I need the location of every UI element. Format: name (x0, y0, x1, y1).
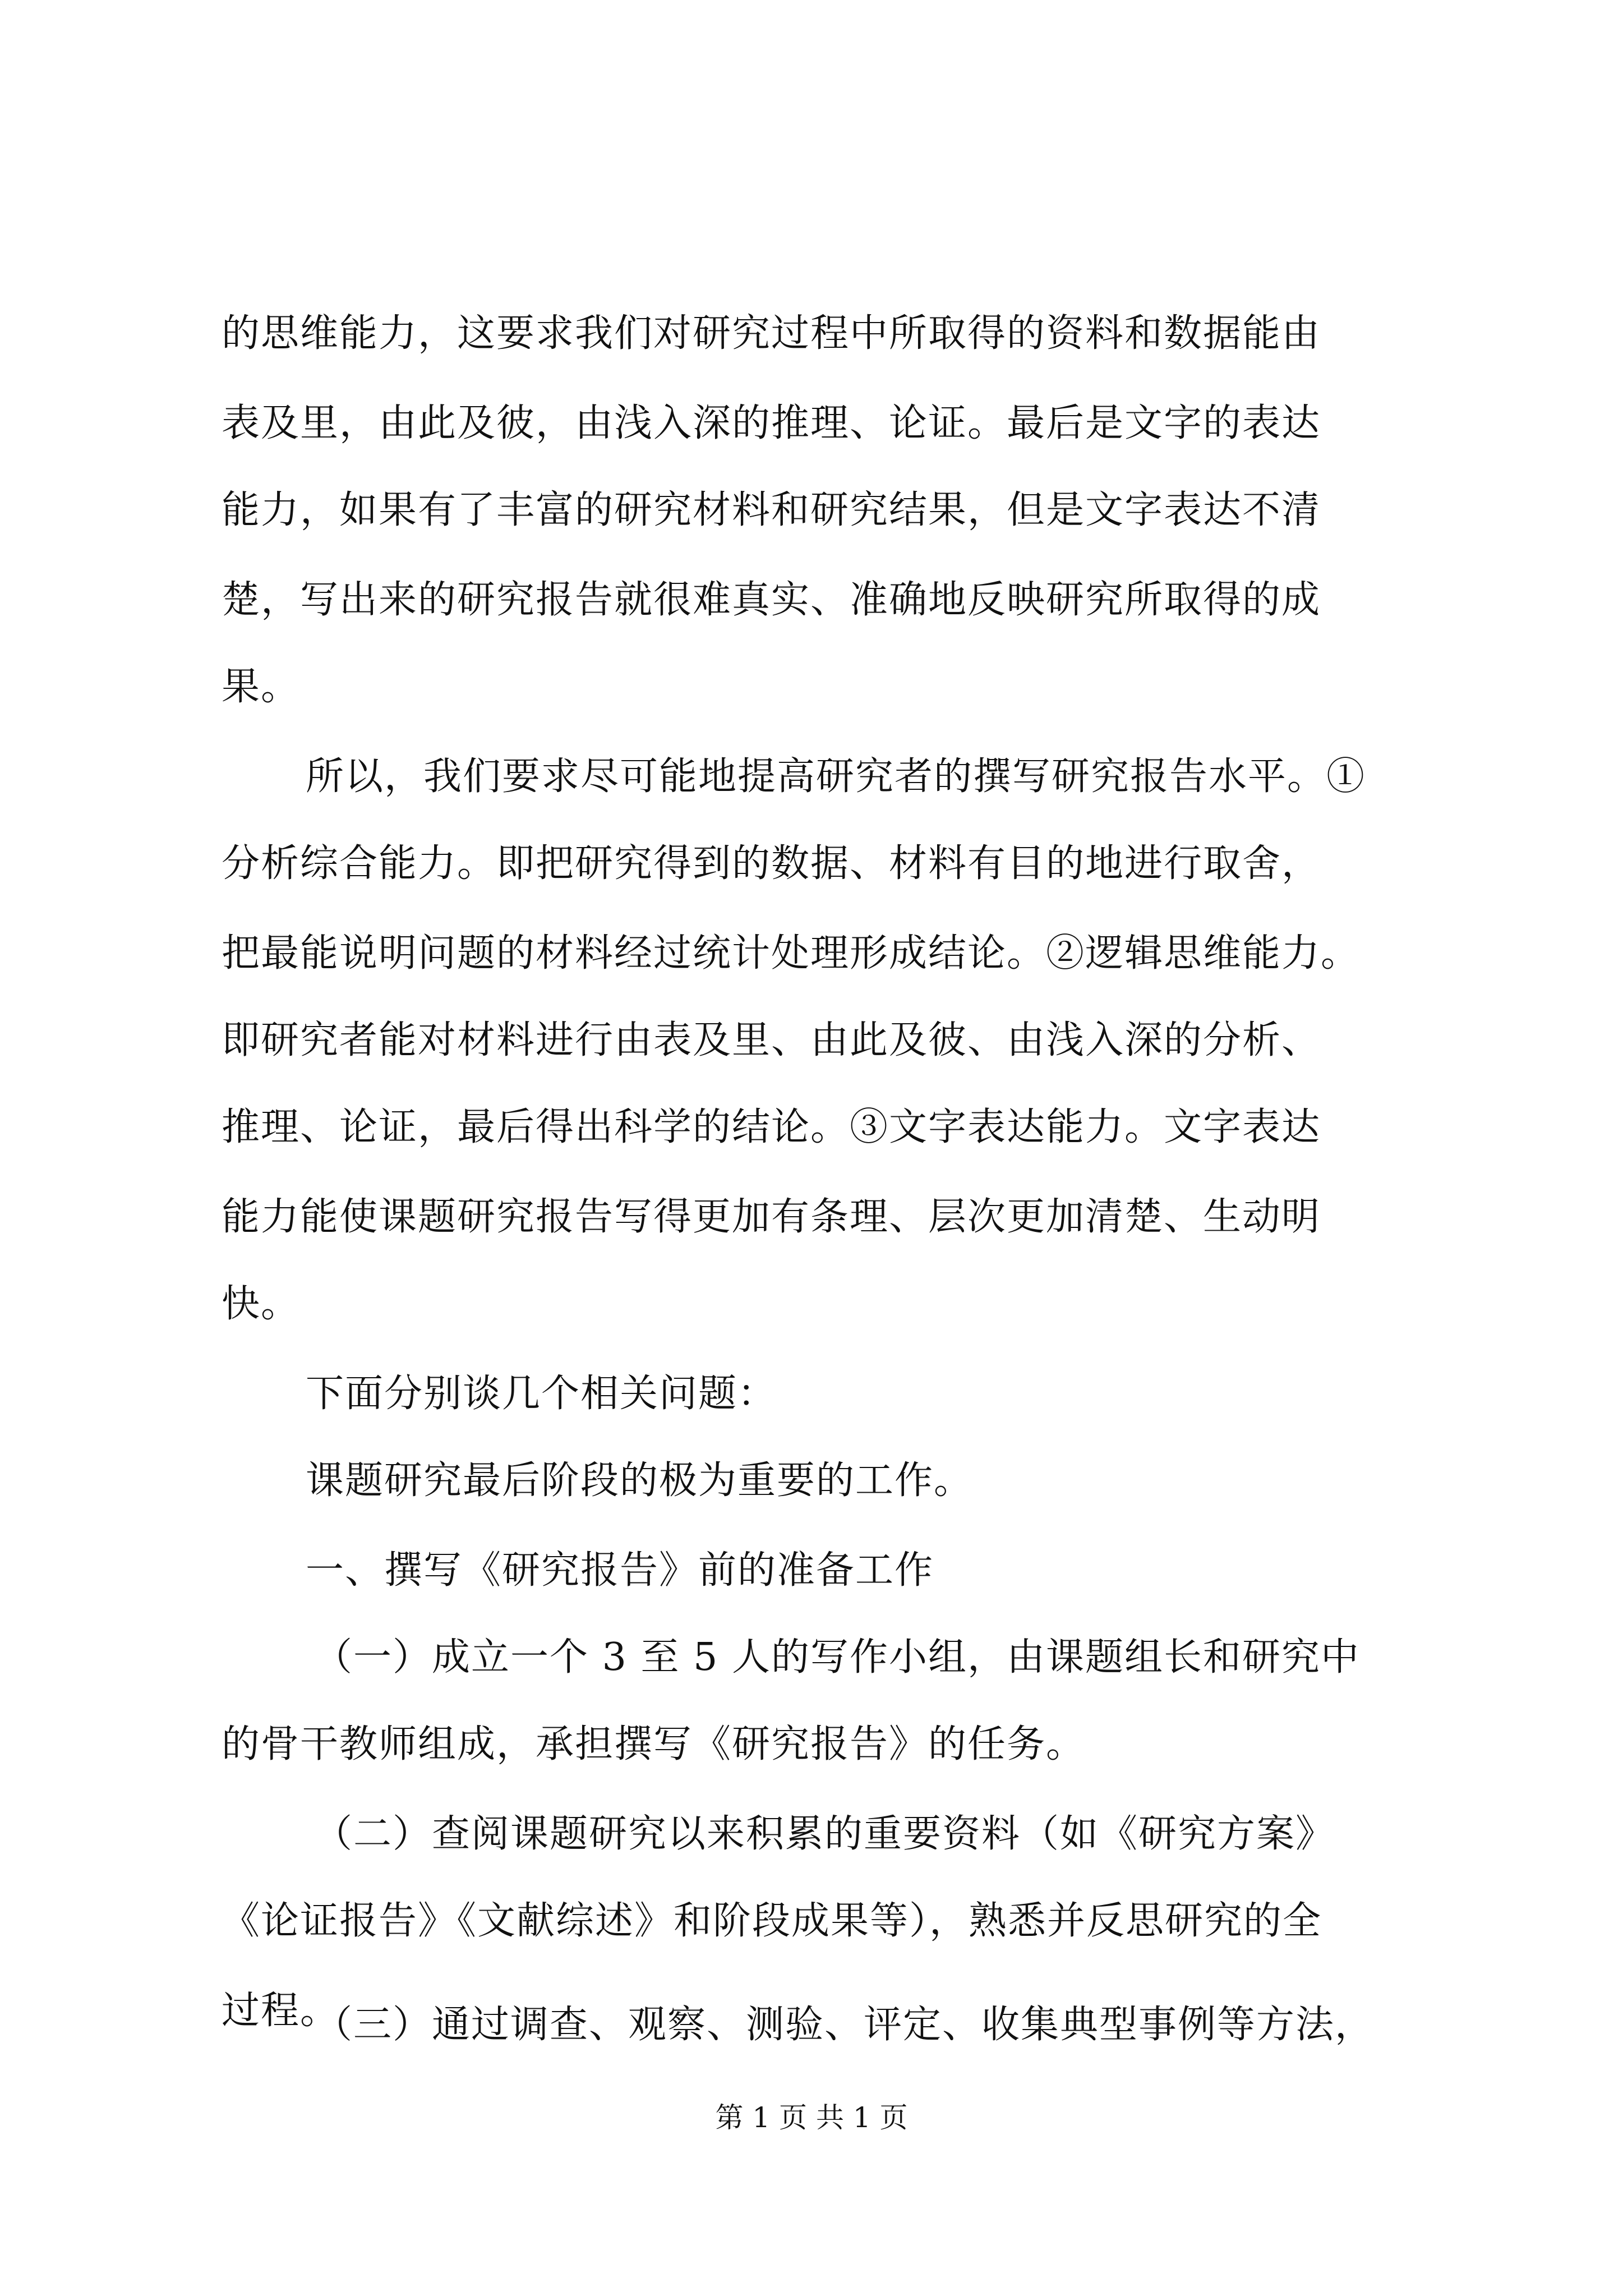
section-heading: 一、撰写《研究报告》前的准备工作 (306, 1548, 934, 1593)
text-line: （一）成立一个 3 至 5 人的写作小组，由课题组长和研究中 (314, 1635, 1360, 1680)
text-line: 即研究者能对材料进行由表及里、由此及彼、由浅入深的分析、 (222, 1018, 1321, 1062)
text-line: 《论证报告》《文献综述》和阶段成果等），熟悉并反思研究的全 (222, 1899, 1322, 1943)
text-line: （三）通过调查、观察、测验、评定、收集典型事例等方法， (314, 2003, 1375, 2047)
text-line: 楚，写出来的研究报告就很难真实、准确地反映研究所取得的成 (222, 578, 1321, 622)
text-line: 推理、论证，最后得出科学的结论。③文字表达能力。文字表达 (222, 1105, 1321, 1149)
text-line: 分析综合能力。即把研究得到的数据、材料有目的地进行取舍， (222, 841, 1321, 886)
text-line: 快。 (222, 1282, 301, 1326)
text-line: 过程。 (222, 1989, 340, 2033)
text-line: 的骨干教师组成，承担撰写《研究报告》的任务。 (222, 1722, 1086, 1766)
text-line: 果。 (222, 665, 301, 709)
text-line: （二）查阅课题研究以来积累的重要资料（如《研究方案》 (314, 1812, 1335, 1856)
page-number: 第 1 页 共 1 页 (715, 2101, 908, 2134)
text-line: 表及里，由此及彼，由浅入深的推理、论证。最后是文字的表达 (222, 401, 1321, 445)
text-line: 的思维能力，这要求我们对研究过程中所取得的资料和数据能由 (222, 311, 1321, 356)
text-line: 课题研究最后阶段的极为重要的工作。 (306, 1458, 974, 1503)
text-line: 能力能使课题研究报告写得更加有条理、层次更加清楚、生动明 (222, 1195, 1321, 1239)
text-line: 能力，如果有了丰富的研究材料和研究结果，但是文字表达不清 (222, 488, 1321, 532)
text-line: 把最能说明问题的材料经过统计处理形成结论。②逻辑思维能力。 (222, 931, 1361, 976)
text-line: 所以，我们要求尽可能地提高研究者的撰写研究报告水平。① (306, 754, 1366, 799)
text-line: 下面分别谈几个相关问题： (306, 1372, 777, 1416)
